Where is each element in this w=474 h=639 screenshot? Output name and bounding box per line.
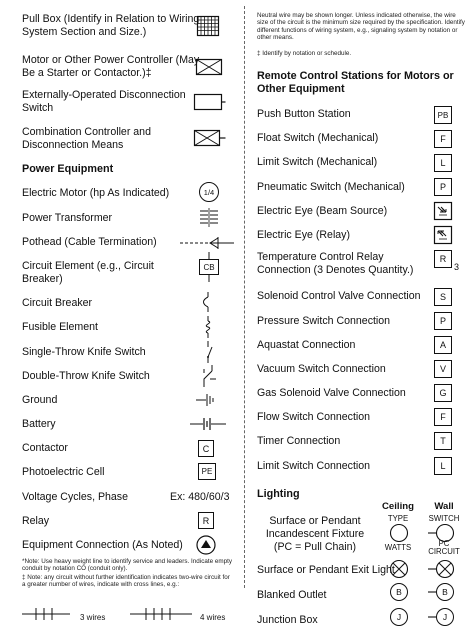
vacuum-switch-label: Vacuum Switch Connection	[257, 363, 386, 375]
pothead-label: Pothead (Cable Termination)	[22, 236, 157, 248]
pneumatic-switch-symbol: P	[434, 178, 452, 196]
four-wires-icon	[130, 606, 192, 622]
ceiling-junction-box-symbol: J	[390, 608, 408, 626]
photoelectric-label: Photoelectric Cell	[22, 466, 105, 478]
note-heavy-line: *Note: Use heavy weight line to identify service and leaders. Indicate empty conduit by notation CO (conduit only).	[22, 558, 233, 573]
wall-switch-label: SWITCH	[428, 514, 460, 523]
double-throw-switch-icon	[200, 365, 218, 387]
voltage-example: Ex: 480/60/3	[170, 491, 230, 503]
exit-light-label: Surface or Pendant Exit Light	[257, 564, 395, 576]
lighting-heading: Lighting	[257, 488, 300, 500]
surface-pendant-label: Surface or Pendant Incandescent Fixture (PC = Pull Chain)	[265, 515, 365, 553]
battery-icon	[190, 416, 226, 432]
electric-eye-source-label: Electric Eye (Beam Source)	[257, 205, 388, 217]
push-button-label: Push Button Station	[257, 108, 351, 120]
voltage-cycles-label: Voltage Cycles, Phase	[22, 491, 128, 503]
combination-controller-icon	[194, 130, 226, 146]
aquastat-symbol: A	[434, 336, 452, 354]
motor-symbol-circle: 1/4	[199, 182, 219, 202]
blanked-outlet-label: Blanked Outlet	[257, 589, 327, 601]
ceiling-blanked-outlet-symbol: B	[390, 583, 408, 601]
gas-solenoid-label: Gas Solenoid Valve Connection	[257, 387, 406, 399]
neutral-wire-note: Neutral wire may be shown longer. Unless indicated otherwise, the wire size of the circuit is the minimum size required by the specification. Identify different functions of wiring system, e.g., signaling system by notation or other means.	[257, 12, 465, 42]
solenoid-valve-symbol: S	[434, 288, 452, 306]
contactor-label: Contactor	[22, 442, 68, 454]
ceiling-column-header: Ceiling	[382, 501, 414, 512]
ceiling-fixture-icon	[389, 523, 409, 543]
column-divider	[244, 6, 245, 588]
wall-circuit-label: CIRCUIT	[428, 547, 460, 556]
pressure-switch-symbol: P	[434, 312, 452, 330]
four-wires-label: 4 wires	[200, 613, 226, 622]
push-button-symbol: PB	[434, 106, 452, 124]
temperature-relay-label: Temperature Control Relay Connection (3 Denotes Quantity.)	[257, 251, 414, 276]
vacuum-switch-symbol: V	[434, 360, 452, 378]
ceiling-exit-light-icon	[389, 559, 409, 579]
power-equipment-heading: Power Equipment	[22, 163, 114, 175]
circuit-element-symbol: CB	[199, 259, 219, 275]
double-throw-switch-label: Double-Throw Knife Switch	[22, 370, 150, 382]
disconnect-switch-icon	[194, 94, 226, 110]
circuit-element-leads	[208, 252, 210, 282]
wall-blanked-outlet-symbol: B	[436, 583, 454, 601]
float-switch-label: Float Switch (Mechanical)	[257, 132, 379, 144]
limit-switch-connection-symbol: L	[434, 457, 452, 475]
timer-symbol: T	[434, 432, 452, 450]
electric-eye-source-icon	[434, 202, 452, 220]
pressure-switch-label: Pressure Switch Connection	[257, 315, 391, 327]
transformer-icon	[197, 207, 221, 229]
temperature-relay-quantity: 3	[454, 262, 460, 272]
limit-switch-mech-symbol: L	[434, 154, 452, 172]
timer-label: Timer Connection	[257, 435, 341, 447]
float-switch-symbol: F	[434, 130, 452, 148]
ceiling-type-label: TYPE	[387, 514, 409, 523]
circuit-breaker-icon	[200, 292, 216, 312]
power-transformer-label: Power Transformer	[22, 212, 113, 224]
fusible-element-label: Fusible Element	[22, 321, 98, 333]
equipment-connection-label: Equipment Connection (As Noted)	[22, 539, 183, 551]
flow-switch-symbol: F	[434, 408, 452, 426]
gas-solenoid-symbol: G	[434, 384, 452, 402]
limit-switch-connection-label: Limit Switch Connection	[257, 460, 371, 472]
circuit-element-label: Circuit Element (e.g., Circuit Breaker)	[22, 260, 154, 285]
junction-box-label: Junction Box	[257, 614, 318, 626]
fusible-element-icon	[200, 316, 216, 338]
schedule-note: ‡ Identify by notation or schedule.	[257, 50, 352, 57]
relay-symbol: R	[198, 512, 214, 529]
electric-eye-relay-icon	[434, 226, 452, 244]
circuit-breaker-label: Circuit Breaker	[22, 297, 93, 309]
motor-controller-label: Motor or Other Power Controller (May Be a Starter or Contactor.)‡	[22, 54, 200, 79]
solenoid-valve-label: Solenoid Control Valve Connection	[257, 290, 421, 302]
single-throw-switch-icon	[202, 341, 214, 363]
wall-pc-label: PC	[438, 539, 450, 548]
disconnect-switch-label: Externally-Operated Disconnection Switch	[22, 89, 186, 114]
limit-switch-mech-label: Limit Switch (Mechanical)	[257, 156, 378, 168]
electric-motor-label: Electric Motor (hp As Indicated)	[22, 187, 170, 199]
three-wires-label: 3 wires	[80, 613, 106, 622]
pull-box-grid-icon	[197, 16, 219, 36]
pneumatic-switch-label: Pneumatic Switch (Mechanical)	[257, 181, 405, 193]
photoelectric-symbol: PE	[198, 463, 216, 480]
temperature-relay-symbol: R	[434, 250, 452, 268]
remote-control-heading: Remote Control Stations for Motors or Other Equipment	[257, 70, 454, 95]
single-throw-switch-label: Single-Throw Knife Switch	[22, 346, 146, 358]
three-wires-icon	[22, 606, 70, 622]
contactor-symbol: C	[198, 440, 214, 457]
wall-junction-box-symbol: J	[436, 608, 454, 626]
note-two-wire: ‡ Note: any circuit without further identification indicates two-wire circuit for a greater number of wires, indicate with cross lines, e.g.:	[22, 574, 230, 589]
pull-box-label: Pull Box (Identify in Relation to Wiring System Section and Size.)	[22, 13, 200, 38]
wall-column-header: Wall	[434, 501, 454, 512]
battery-label: Battery	[22, 418, 56, 430]
combination-controller-label: Combination Controller and Disconnection Means	[22, 126, 151, 151]
wall-exit-light-icon	[428, 559, 464, 579]
ground-label: Ground	[22, 394, 58, 406]
ground-icon	[196, 392, 220, 408]
electric-eye-relay-label: Electric Eye (Relay)	[257, 229, 351, 241]
ceiling-watts-label: WATTS	[384, 543, 412, 552]
relay-label: Relay	[22, 515, 50, 527]
motor-controller-icon	[196, 59, 222, 75]
aquastat-label: Aquastat Connection	[257, 339, 356, 351]
flow-switch-label: Flow Switch Connection	[257, 411, 371, 423]
pothead-icon	[180, 236, 234, 250]
equipment-connection-icon	[196, 535, 216, 555]
